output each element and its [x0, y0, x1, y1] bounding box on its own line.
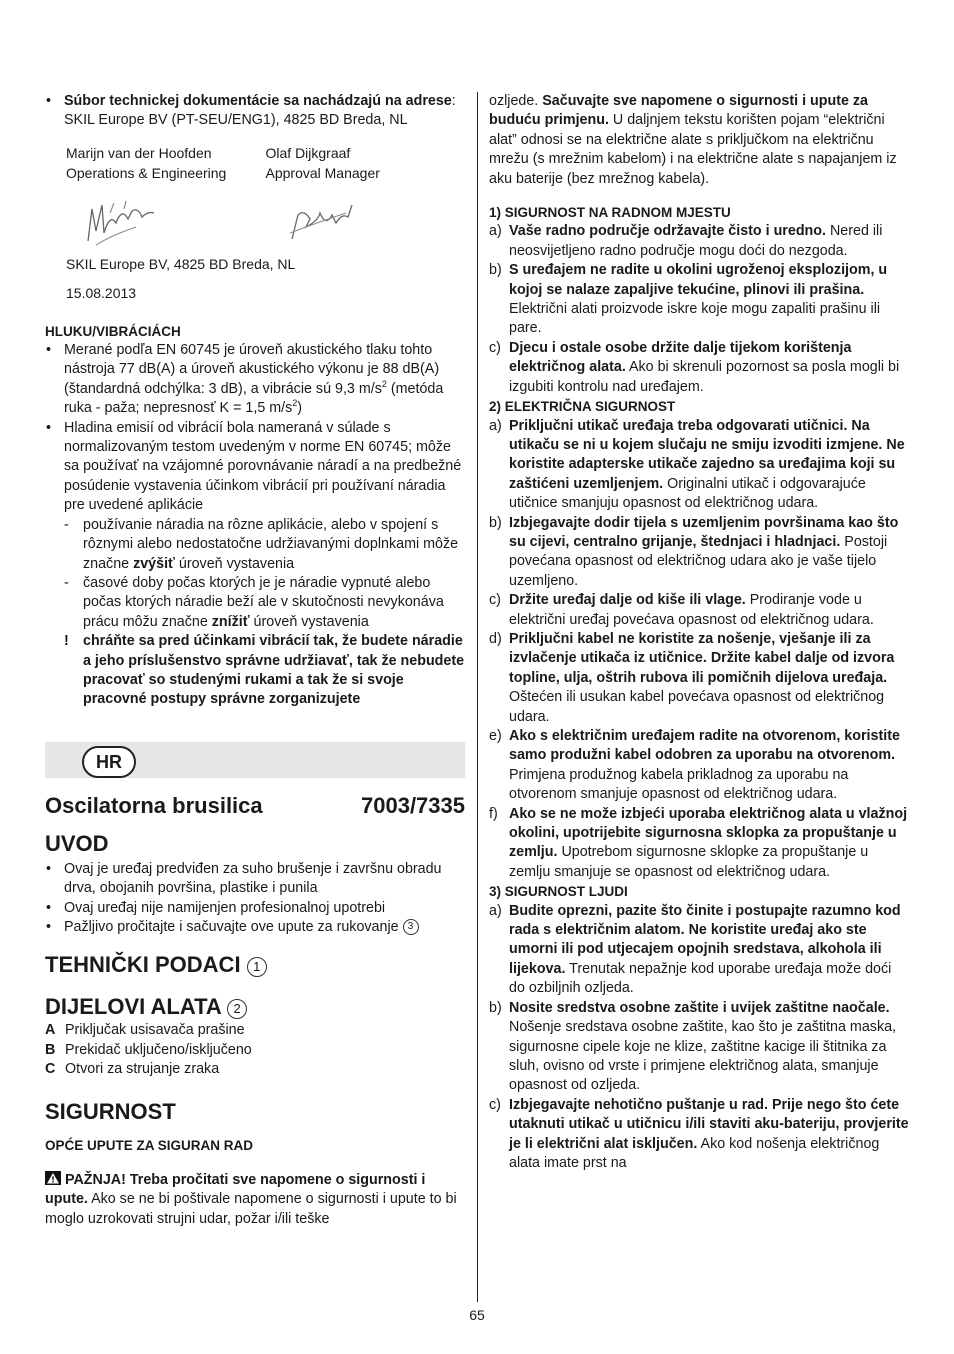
item-label: d) [489, 630, 502, 647]
figure-ref-2: 2 [227, 999, 247, 1019]
section-2-heading: 2) ELEKTRIČNA SIGURNOST [489, 399, 676, 415]
part-letter: A [45, 1022, 56, 1039]
item-label: b) [489, 514, 502, 531]
item-text: Ako kod nošenja električnog alata imate prst na [509, 1135, 880, 1171]
item-label: c) [489, 1096, 501, 1113]
tech-data-title: TEHNIČKI PODACI [45, 952, 241, 978]
noise-heading: HLUKU/VIBRÁCIÁCH [45, 323, 181, 339]
intro-heading: UVOD [45, 830, 109, 856]
s2-item-d [489, 630, 909, 727]
s2-item-e [489, 727, 909, 805]
continuation-rest: U daljnjem tekstu korišten pojam “električni alat” odnosi se na električne alate s priključkom na električnu mrežu (s mrežnim kabelom) i na električne alate s napajanjem iz aku baterije (bez mrežnog kabela). [489, 112, 897, 187]
noise-text-1a: Merané podľa EN 60745 je úroveň akustického tlaku tohto nástroja 77 dB(A) a úroveň akustického výkonu je 88 dB(A) (štandardná odchýlka: 3 dB), a vibrácie sú 9,3 m/s [64, 342, 440, 397]
signature-1-image [66, 183, 266, 253]
s3-item-c [489, 1096, 909, 1174]
item-bold: Nosite sredstva osobne zaštite i uvijek zaštitne naočale. [509, 999, 890, 1016]
item-label: e) [489, 728, 502, 744]
continuation-bold: Sačuvajte sve napomene o sigurnosti i upute za buduću primjenu. [489, 93, 869, 129]
general-warning [45, 1171, 465, 1229]
part-text: Priključak usisavača prašine [65, 1022, 245, 1039]
noise-text-1c: ) [297, 400, 303, 417]
item-label: c) [489, 592, 501, 609]
signature-2-image [266, 183, 466, 253]
signer-1-role: Operations & Engineering [66, 164, 227, 181]
dash-2-text: časové doby počas ktorých je je náradie vypnuté alebo počas ktorých náradie beží ale v skutočnosti nevykonáva prácu môžu značne [83, 574, 444, 630]
tech-data-heading [45, 951, 465, 979]
s2-item-c [489, 591, 909, 630]
item-text: Originalni utikač i odgovarajuće utičnice smanjuju opasnost od električnog udara. [509, 475, 866, 512]
item-text: Oštećen ili usukan kabel povećava opasnost od električnog udara. [509, 689, 885, 725]
section-3-heading: 3) SIGURNOST LJUDI [489, 884, 628, 900]
s2-item-f [489, 805, 909, 883]
s3-item-a [489, 902, 909, 999]
superscript: 2 [381, 379, 387, 390]
signature-block-1 [66, 143, 266, 253]
item-label: b) [489, 999, 502, 1016]
item-bold: Vaše radno područje održavajte čisto i uredno. [509, 223, 826, 240]
item-bold: Ako se ne može izbjeći uporaba električnog alata u vlažnoj okolini, upotrijebite sigurnosna sklopka za propuštanje u zemlju. [509, 805, 908, 861]
s1-item-c [489, 339, 909, 397]
dash-2-tail: úroveň vystavenia [249, 613, 369, 630]
item-text: Postoji povećana opasnost od električnog udara ako je vaše tijelo uzemljeno. [509, 533, 888, 589]
language-badge: HR [82, 746, 136, 778]
part-a [45, 1021, 465, 1040]
item-label: a) [489, 417, 502, 434]
tech-file-bullet [45, 92, 465, 131]
company-address: SKIL Europe BV, 4825 BD Breda, NL [66, 255, 296, 272]
s1-item-b [489, 261, 909, 339]
language-bar [45, 742, 465, 778]
product-title: Oscilatorna brusilica [45, 792, 263, 818]
tech-file-text: : SKIL Europe BV (PT-SEU/ENG1), 4825 BD Breda, NL [64, 93, 456, 129]
item-text: Trenutak nepažnje kod uporabe uređaja može doći do ozbiljnih ozljeda. [509, 960, 892, 997]
item-text: Električni alati proizvode iskre koje mogu zapaliti prašinu ili pare. [509, 301, 881, 337]
signer-2-name: Olaf Dijkgraaf [265, 144, 351, 161]
parts-heading [45, 993, 465, 1021]
superscript: 2 [292, 398, 298, 409]
item-bold: Izbjegavajte dodir tijela s uzemljenim površinama kao što su cijevi, centralno grijanje, štednjaci i hladnjaci. [509, 514, 899, 550]
dash-2-bold: znížiť [211, 613, 250, 630]
tech-file-bold: Súbor technickej dokumentácie sa nachádzajú na adrese [64, 93, 452, 109]
figure-ref-1: 1 [247, 957, 267, 977]
item-bold: Izbjegavajte nehotično puštanje u rad. Prije nego što ćete utaknuti utikač u utičnicu i/ili staviti aku-bateriju, provjerite je li električni alat isključen. [509, 1096, 909, 1152]
left-column [45, 92, 465, 1229]
dash-item-2 [45, 574, 465, 632]
right-column [489, 92, 909, 1173]
dash-1-tail: úroveň vystavenia [174, 555, 295, 572]
part-text: Otvori za strujanje zraka [65, 1061, 220, 1078]
figure-ref-3: 3 [403, 919, 419, 935]
dash-mark: - [64, 574, 69, 591]
item-text: Primjena produžnog kabela prikladnog za uporabu na otvorenom smanjuje opasnost od električnog udara. [509, 766, 849, 803]
signatures [45, 143, 465, 253]
intro-item-3-text: Pažljivo pročitajte i sačuvajte ove upute za rukovanje [64, 918, 399, 935]
item-text: Nošenje sredstava osobne zaštite, kao što je zaštitna maska, sigurnosne cipele koje ne klize, zaštitne kacige ili štitnika za sluh, ovisno od vrste i primjene električnog alata, smanjuje opasnost od ozljeda. [509, 1019, 897, 1094]
part-b [45, 1041, 465, 1060]
exclamation-mark: ! [64, 633, 69, 650]
item-text: Nered ili neosvijetljeno radno područje mogu doći do nezgoda. [509, 223, 883, 259]
item-bold: Priključni utikač uređaja treba odgovarati utičnici. Na utikaču se ni u kojem slučaju ne smiju izvoditi izmjene. Ne koristite adapterske utikače zajedno sa uređajima koji su zaštićeni uzemljenjem. [509, 417, 905, 492]
item-bold: Budite oprezni, pazite što činite i postupajte razumno kod rada s električnim alatom. Ne koristite uređaj ako ste umorni ili pod utjecajem opojnih sredstava, alkohola ili lijekova. [509, 902, 901, 977]
item-label: c) [489, 339, 501, 356]
item-text: Ako bi skrenuli pozornost sa posla mogli bi izgubiti kontrolu nad uređajem. [509, 359, 900, 395]
s2-item-b [489, 514, 909, 592]
dash-1-text: používanie náradia na rôzne aplikácie, alebo v spojení s rôznymi alebo nedostatočne udržiavanými doplnkami môže značne [83, 516, 459, 572]
page-number: 65 [469, 1307, 485, 1323]
item-bold: S uređajem ne radite u okolini ugroženoj eksplozijom, u kojoj se nalaze zapaljive tekućine, plinovi ili prašina. [509, 262, 888, 298]
s1-item-a [489, 222, 909, 261]
part-letter: C [45, 1061, 56, 1078]
item-label: a) [489, 223, 502, 240]
noise-text-1b: (metóda ruka - paža; nepresnosť K = 1,5 m/s [64, 380, 444, 417]
noise-bullet-1 [45, 341, 465, 419]
part-letter: B [45, 1041, 56, 1058]
parts-title: DIJELOVI ALATA [45, 994, 221, 1020]
s3-item-b [489, 999, 909, 1096]
item-bold: Djecu i ostale osobe držite dalje tijekom korištenja električnog alata. [509, 339, 852, 376]
intro-item-3 [45, 918, 465, 937]
warning-continuation [489, 92, 909, 189]
intro-item-2: • Ovaj uređaj nije namijenjen profesionalnoj upotrebi [45, 899, 465, 918]
safety-heading: SIGURNOST [45, 1098, 176, 1124]
item-label: b) [489, 262, 502, 279]
s2-item-a [489, 417, 909, 514]
item-bold: Ako s električnim uređajem radite na otvorenom, koristite samo produžni kabel odobren za uporabu na otvorenom. [509, 728, 900, 764]
dash-1-bold: zvýšiť [133, 555, 175, 572]
product-model: 7003/7335 [361, 792, 465, 818]
part-text: Prekidač uključeno/isključeno [65, 1041, 252, 1058]
vibration-warning-text: chráňte sa pred účinkami vibrácií tak, že budete náradie a jeho príslušenstvo správne udržiavať, tak že nebudete pracovať so studenými rukami a tak že si svoje pracovné postupy správne zorganizujete [83, 633, 465, 708]
item-label: f) [489, 805, 498, 822]
dash-item-1 [45, 516, 465, 574]
item-bold: Priključni kabel ne koristite za nošenje, vješanje ili za izvlačenje utikača iz utičnice. Držite kabel dalje od izvora topline, ulja, oštrih rubova ili pomičnih dijelova uređaja. [509, 630, 895, 686]
column-divider [477, 92, 478, 1302]
warning-icon [45, 1171, 61, 1185]
part-c [45, 1060, 465, 1079]
item-bold: Držite uređaj dalje od kiše ili vlage. [509, 592, 746, 609]
product-heading [45, 792, 465, 820]
item-label: a) [489, 902, 502, 919]
signature-block-2 [266, 143, 466, 253]
noise-bullet-2: • Hladina emisií od vibrácií bola nameraná v súlade s normalizovaným testom uvedeným v norme EN 60745; môže sa používať na vzájomné porovnávanie náradí a na predbežné posúdenie vystavenia účinkom vibrácií pri používaní náradia pre uvedené aplikácie [45, 419, 465, 516]
dash-mark: - [64, 516, 69, 533]
warning-text: Ako se ne bi poštivale napomene o sigurnosti i upute to bi moglo uzrokovati strujni udar, požar i/ili teške [45, 1191, 457, 1227]
signer-2-role: Approval Manager [265, 164, 380, 181]
continuation-text: ozljede. [489, 93, 543, 109]
section-1-heading: 1) SIGURNOST NA RADNOM MJESTU [489, 205, 731, 221]
item-text: Upotrebom sigurnosne sklopke za propuštanje u zemlju smanjuje se opasnost od električnog udara. [509, 844, 869, 880]
vibration-warning [45, 632, 465, 710]
signer-1-name: Marijn van der Hoofden [66, 144, 212, 161]
general-safety-heading: OPĆE UPUTE ZA SIGURAN RAD [45, 1137, 254, 1153]
signature-date: 15.08.2013 [66, 285, 137, 302]
intro-item-1: • Ovaj je uređaj predviđen za suho brušenje i završnu obradu drva, obojanih površina, plastike i punila [45, 860, 465, 899]
warning-bold: PAŽNJA! Treba pročitati sve napomene o sigurnosti i upute. [45, 1172, 426, 1208]
item-text: Prodiranje vode u električni uređaj povećava opasnost od električnog udara. [509, 592, 874, 628]
